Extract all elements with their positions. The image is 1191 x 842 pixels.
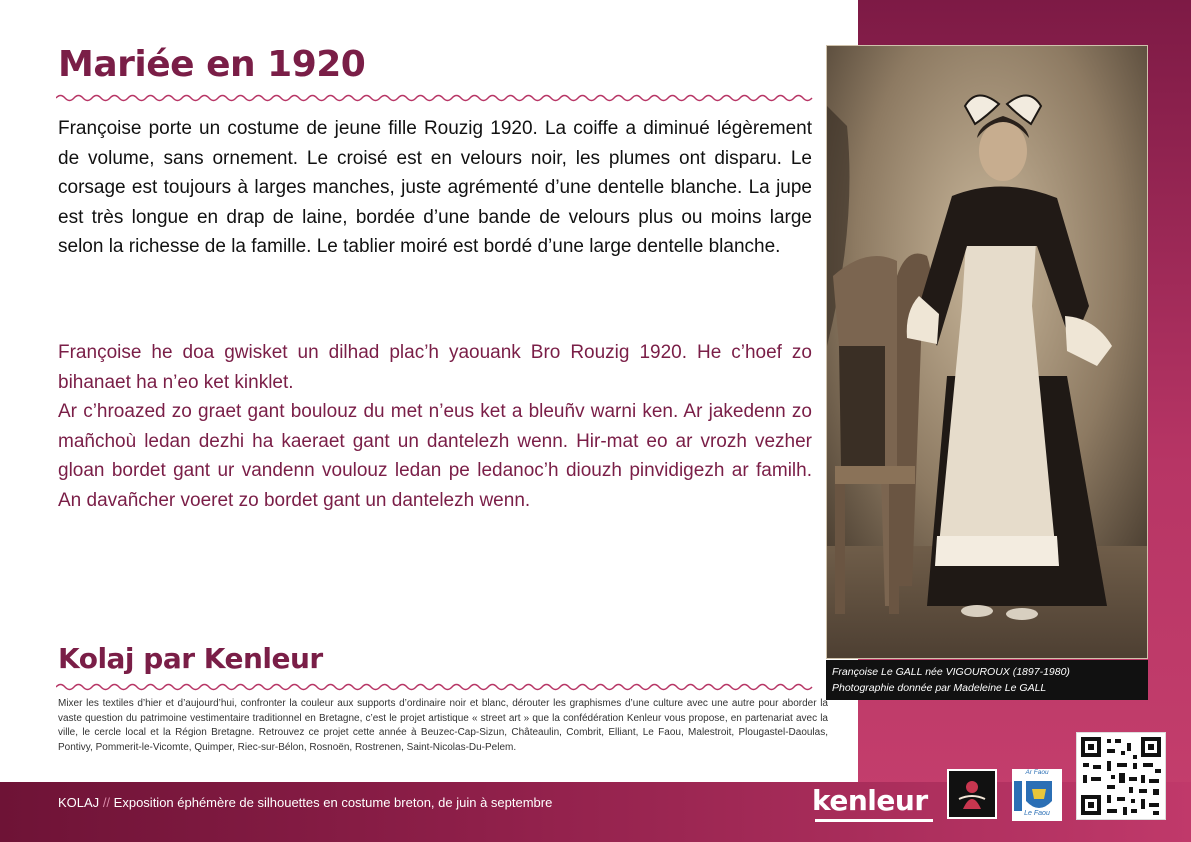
footer-separator: //	[102, 795, 111, 810]
le-faou-logo	[1012, 769, 1062, 821]
portrait-photo	[826, 45, 1148, 659]
description-breton-para-1: Françoise he doa gwisket un dilhad plac’h yaouank Bro Rouzig 1920. He c’hoef zo bihanaet ha n’eo ket kinklet.	[58, 342, 812, 393]
photo-caption	[826, 660, 1148, 700]
project-wave-divider	[56, 682, 814, 692]
portrait-illustration	[827, 46, 1148, 659]
cercle-logo	[947, 769, 997, 819]
kenleur-logo-underline	[815, 819, 933, 822]
footer-exhibition-text: Exposition éphémère de silhouettes en costume breton, de juin à septembre	[113, 795, 553, 810]
qr-code[interactable]	[1076, 732, 1166, 820]
photo-caption-line-2: Photographie donnée par Madeleine Le GALL	[832, 682, 1047, 694]
photo-caption-line-1: Françoise Le GALL née VIGOUROUX (1897-1980)	[832, 666, 1070, 678]
le-faou-logo-bottom-text: Le Faou	[1024, 810, 1050, 817]
project-title: Kolaj par Kenleur	[58, 642, 323, 675]
description-breton	[58, 338, 812, 515]
kenleur-logo: kenleur	[812, 784, 928, 817]
description-french: Françoise porte un costume de jeune fille Rouzig 1920. La coiffe a diminué légèrement de volume, sans ornement. Le croisé est en velours noir, les plumes ont disparu. Le corsage est toujours à larges manches, juste agrémenté d’une dentelle blanche. La jupe est très longue en drap de laine, bordée d’une bande de velours plus ou moins large selon la richesse de la famille. Le tablier moiré est bordé d’une large dentelle blanche.	[58, 118, 812, 257]
footer-text	[58, 795, 552, 810]
dancer-icon	[947, 769, 997, 819]
description-breton-para-2: Ar c’hroazed zo graet gant boulouz du met n’eus ket a bleuñv warni ken. Ar jakedenn zo mañchoù ledan dezhi ha kaeraet gant un dantelezh wenn. Hir-mat eo ar vrozh vezher gloan bordet gant ur vandenn voulouz ledan pe ledanoc’h diouzh pinvidigezh ar familh. An davañcher voeret zo bordet gant un dantelezh wenn.	[58, 401, 812, 511]
page-title: Mariée en 1920	[58, 44, 366, 85]
project-description: Mixer les textiles d’hier et d’aujourd’hui, confronter la couleur aux supports d’ordinaire noir et blanc, dérouter les graphismes d’une culture avec une autre pour aborder la vaste question du patrimoine vestimentaire traditionnel en Bretagne, c’est le projet artistique « street art » que la confédération Kenleur vous propose, en partenariat avec la ville, le cercle local et la Région Bretagne. Retrouvez ce projet cette année à Beuzec-Cap-Sizun, Châteaulin, Combrit, Elliant, Le Faou, Malestroit, Plougastel-Daoulas, Pontivy, Pommerit-le-Vicomte, Quimper, Riec-sur-Bélon, Rosnoën, Rostrenen, Saint-Nicolas-Du-Pelem.	[58, 698, 828, 753]
footer-kolaj: KOLAJ	[58, 795, 100, 810]
qr-code-icon	[1077, 733, 1165, 819]
title-wave-divider	[56, 93, 814, 103]
le-faou-logo-top-text: Ar Faou	[1025, 769, 1049, 776]
